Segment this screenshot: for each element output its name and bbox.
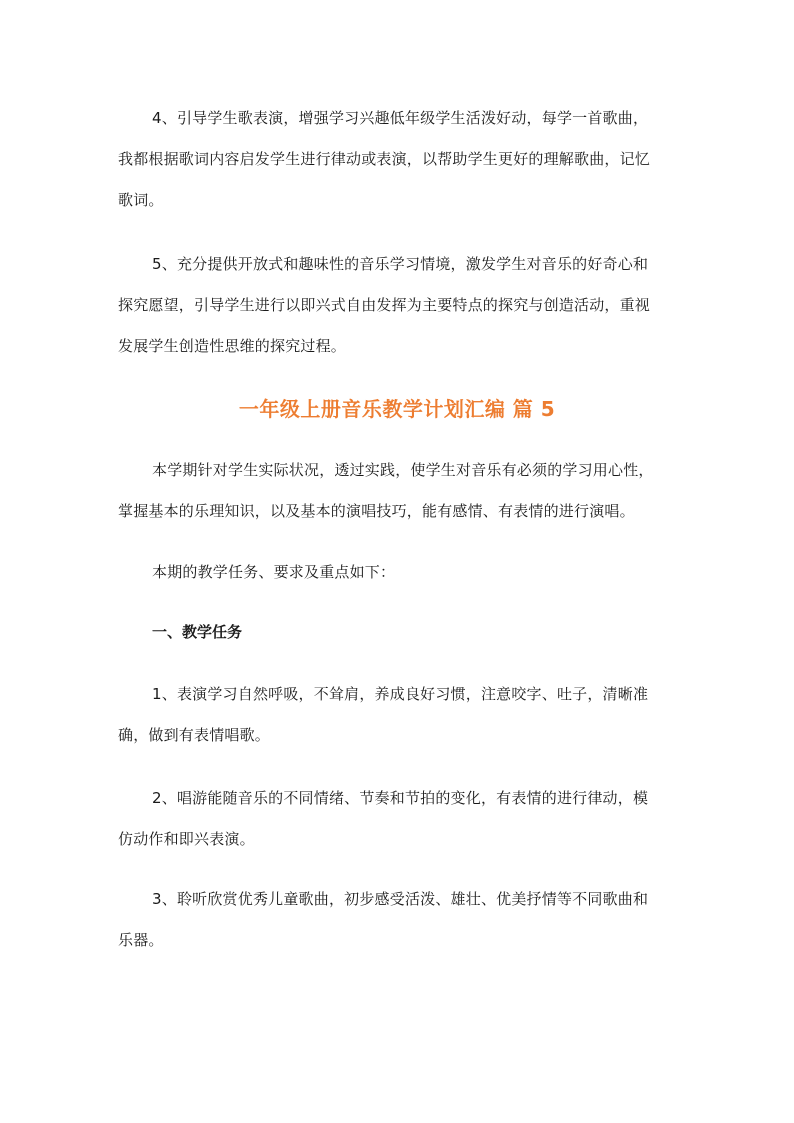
paragraph-line: 1、表演学习自然呼吸，不耸肩，养成良好习惯，注意咬字、吐子，清晰准 — [152, 685, 649, 703]
paragraph-line: 2、唱游能随音乐的不同情绪、节奏和节拍的变化，有表情的进行律动，模 — [152, 789, 649, 807]
tasks-intro-paragraph — [118, 552, 678, 593]
paragraph-item-4 — [118, 98, 678, 221]
paragraph-line: 确，做到有表情唱歌。 — [118, 726, 271, 744]
paragraph-line: 乐器。 — [118, 931, 164, 949]
paragraph-line: 探究愿望，引导学生进行以即兴式自由发挥为主要特点的探究与创造活动，重视 — [118, 296, 651, 314]
paragraph-item-5 — [118, 244, 678, 367]
paragraph-line: 掌握基本的乐理知识，以及基本的演唱技巧，能有感情、有表情的进行演唱。 — [118, 502, 635, 520]
section-title: 一年级上册音乐教学计划汇编 篇 5 — [238, 397, 556, 421]
paragraph-line: 3、聆听欣赏优秀儿童歌曲，初步感受活泼、雄壮、优美抒情等不同歌曲和 — [152, 890, 649, 908]
intro-paragraph — [118, 450, 678, 532]
paragraph-line: 本期的教学任务、要求及重点如下： — [152, 563, 396, 581]
paragraph-line: 发展学生创造性思维的探究过程。 — [118, 337, 347, 355]
paragraph-line: 我都根据歌词内容启发学生进行律动或表演，以帮助学生更好的理解歌曲，记忆 — [118, 150, 651, 168]
tasks-heading: 一、教学任务 — [152, 623, 243, 641]
paragraph-line: 歌词。 — [118, 191, 164, 209]
paragraph-line: 仿动作和即兴表演。 — [118, 830, 255, 848]
task-item-2 — [118, 778, 678, 860]
task-item-3 — [118, 879, 678, 961]
paragraph-line: 本学期针对学生实际状况，透过实践，使学生对音乐有必须的学习用心性， — [152, 461, 654, 479]
task-item-1 — [118, 674, 678, 756]
paragraph-line: 5、充分提供开放式和趣味性的音乐学习情境，激发学生对音乐的好奇心和 — [152, 255, 649, 273]
paragraph-line: 4、引导学生歌表演，增强学习兴趣低年级学生活泼好动，每学一首歌曲， — [152, 109, 649, 127]
